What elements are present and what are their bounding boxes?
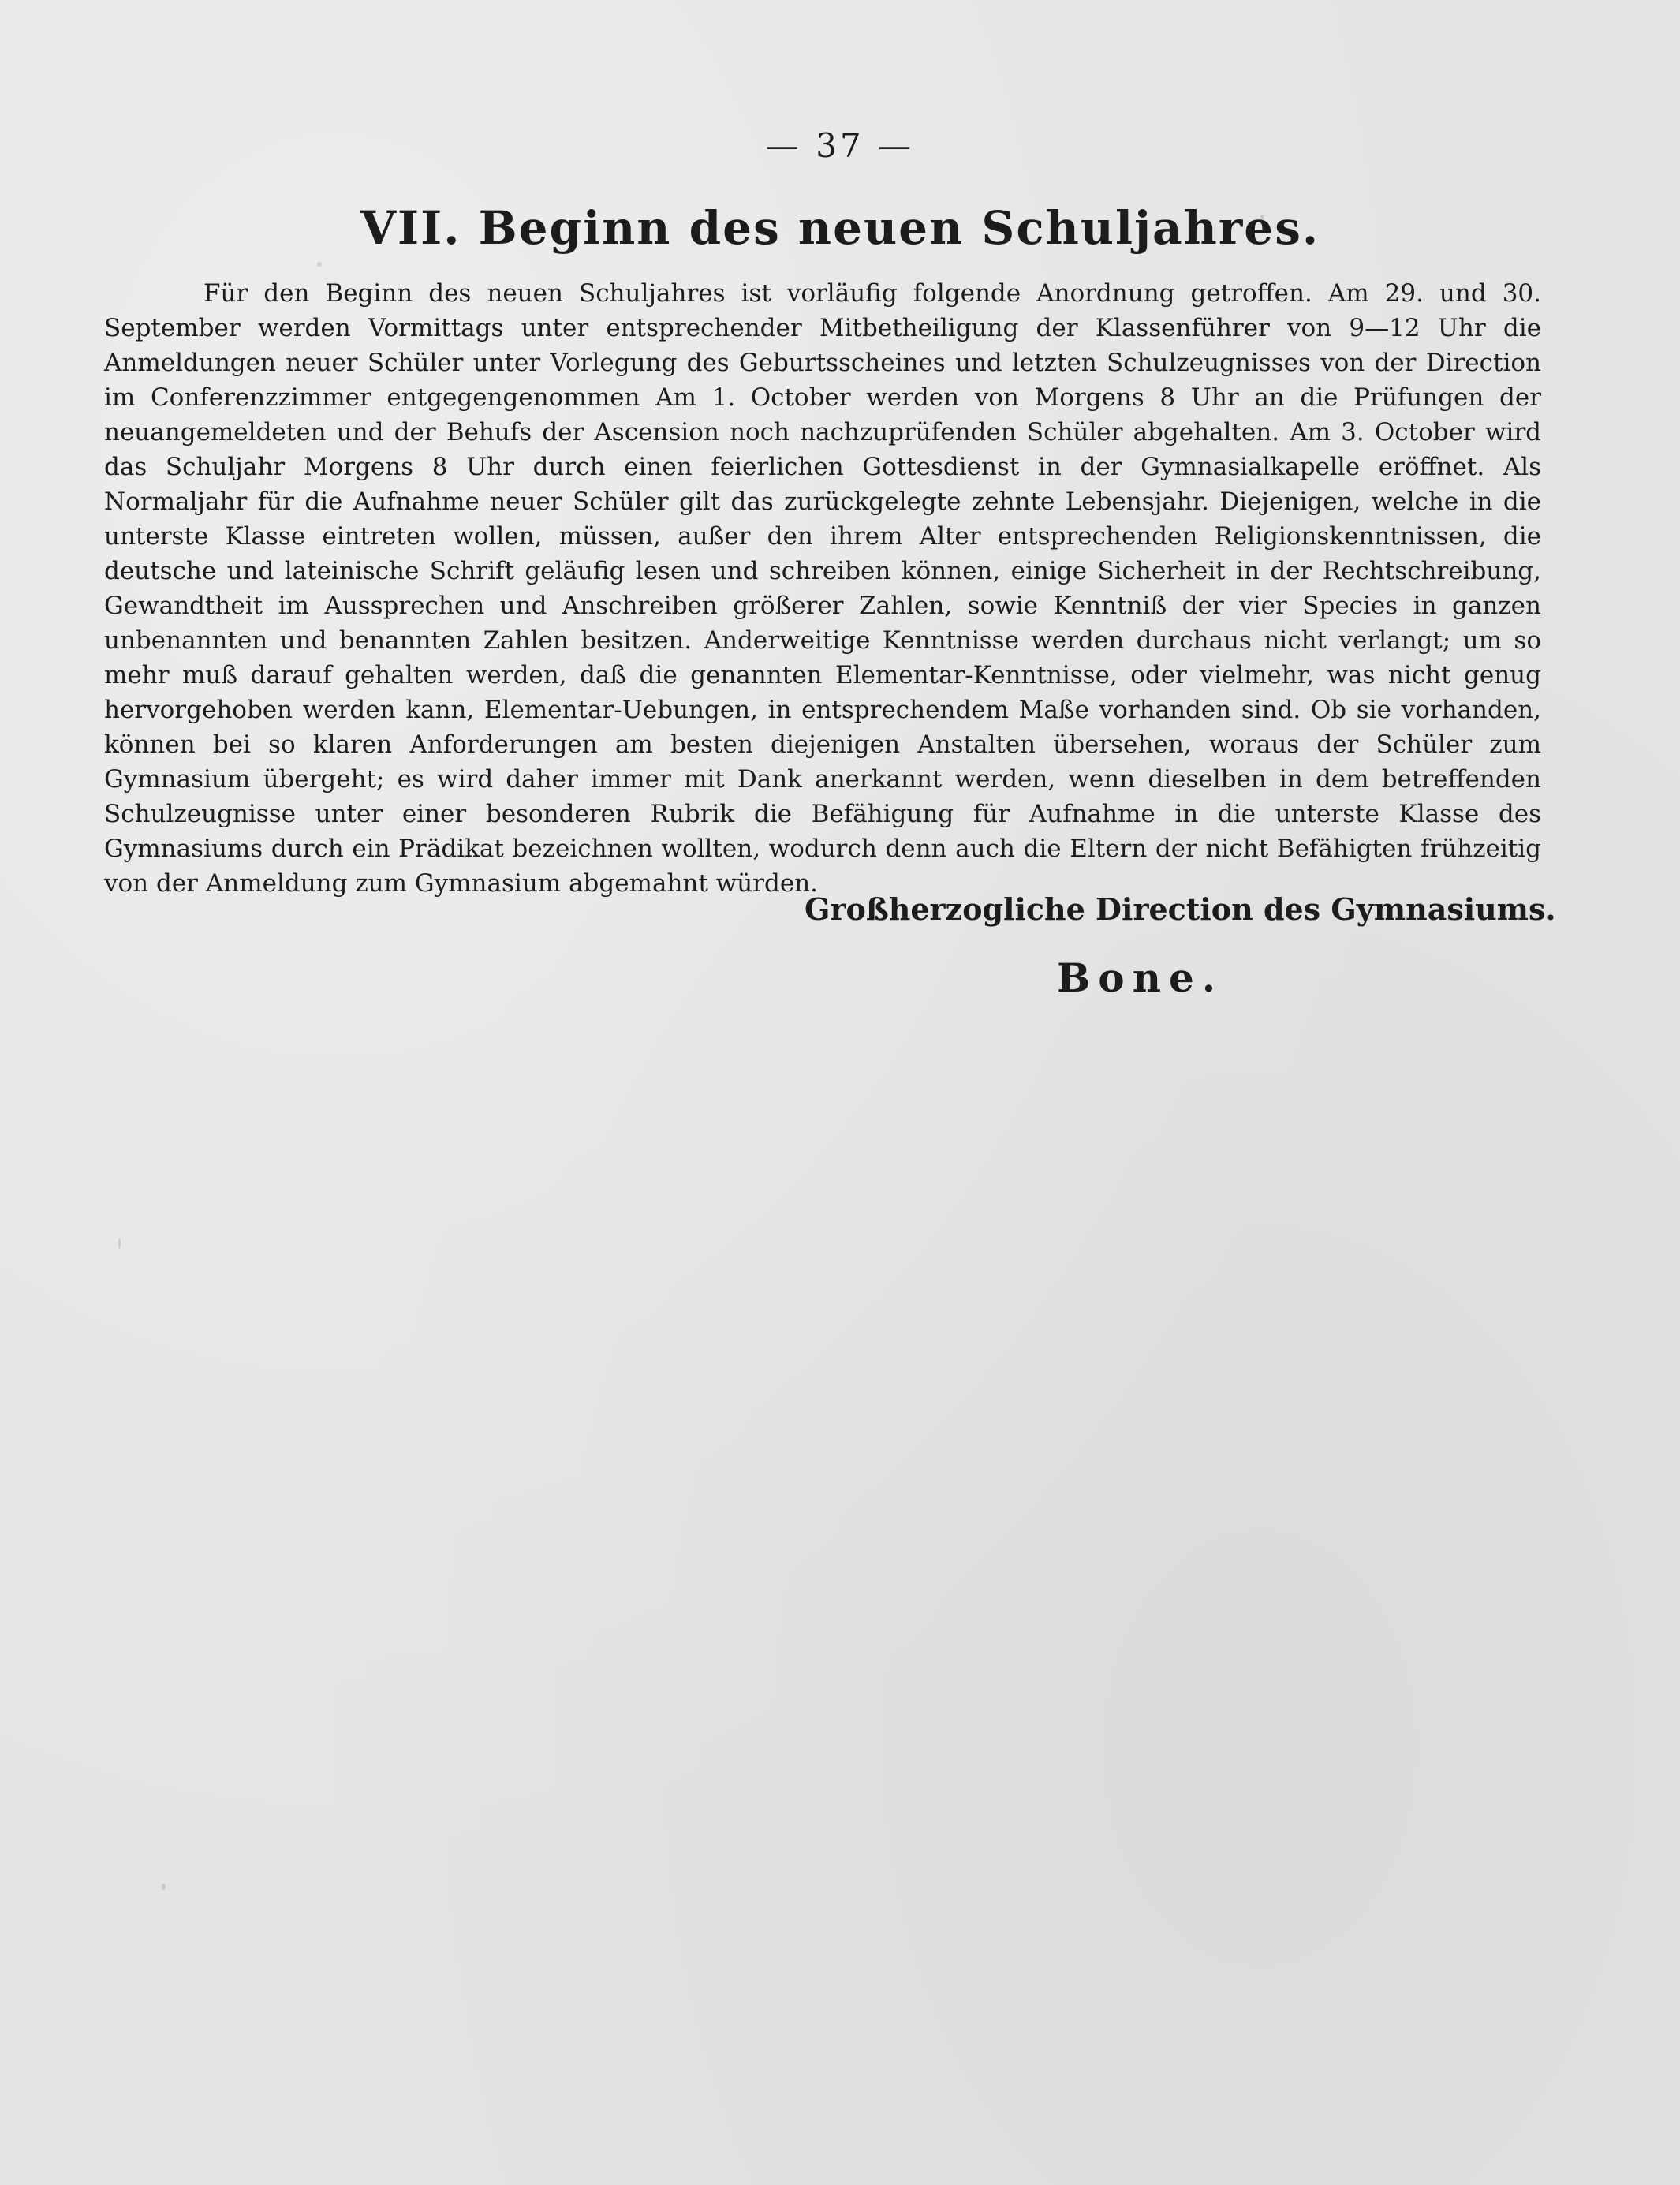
section-title: VII. Beginn des neuen Schuljahres.	[360, 201, 1320, 255]
signature-authority: Großherzogliche Direction des Gymnasiums.	[805, 891, 1556, 927]
paper-speck	[162, 1884, 166, 1890]
paper-speck	[317, 262, 322, 267]
page-number: — 37 —	[765, 126, 915, 165]
signature-name: Bone.	[1057, 954, 1224, 1001]
body-paragraph: Für den Beginn des neuen Schuljahres ist vorläufig folgende Anordnung getroffen. Am 29. und 30. September werden Vormittags unter entsprechender Mitbetheiligung der Klassenführer von 9—12 Uhr die Anmeldungen neuer Schüler unter Vorlegung des Geburtsscheines und letzten Schulzeugnisses von der Direction im Conferenzzimmer entgegengenommen Am 1. October werden von Morgens 8 Uhr an die Prüfungen der neuangemeldeten und der Behufs der Ascension noch nachzuprüfenden Schüler abgehalten. Am 3. October wird das Schuljahr Morgens 8 Uhr durch einen feierlichen Gottesdienst in der Gymnasialkapelle eröffnet. Als Normaljahr für die Aufnahme neuer Schüler gilt das zurückgelegte zehnte Lebensjahr. Diejenigen, welche in die unterste Klasse eintreten wollen, müssen, außer den ihrem Alter entsprechenden Religionskenntnissen, die deutsche und lateinische Schrift geläufig lesen und schreiben können, einige Sicherheit in der Rechtschreibung, Gewandtheit im Aussprechen und Anschreiben größerer Zahlen, sowie Kenntniß der vier Species in ganzen unbenannten und benannten Zahlen besitzen. Anderweitige Kenntnisse werden durchaus nicht verlangt; um so mehr muß darauf gehalten werden, daß die genannten Elementar-Kenntnisse, oder vielmehr, was nicht genug hervorgehoben werden kann, Elementar-Uebungen, in entsprechendem Maße vorhanden sind. Ob sie vorhanden, können bei so klaren Anforderungen am besten diejenigen Anstalten übersehen, woraus der Schüler zum Gymnasium übergeht; es wird daher immer mit Dank anerkannt werden, wenn dieselben in dem betreffenden Schulzeugnisse unter einer besonderen Rubrik die Befähigung für Aufnahme in die unterste Klasse des Gymnasiums durch ein Prädikat bezeichnen wollten, wodurch denn auch die Eltern der nicht Befähigten frühzeitig von der Anmeldung zum Gymnasium abgemahnt würden.	[104, 279, 1541, 898]
paper-speck	[118, 1238, 121, 1249]
